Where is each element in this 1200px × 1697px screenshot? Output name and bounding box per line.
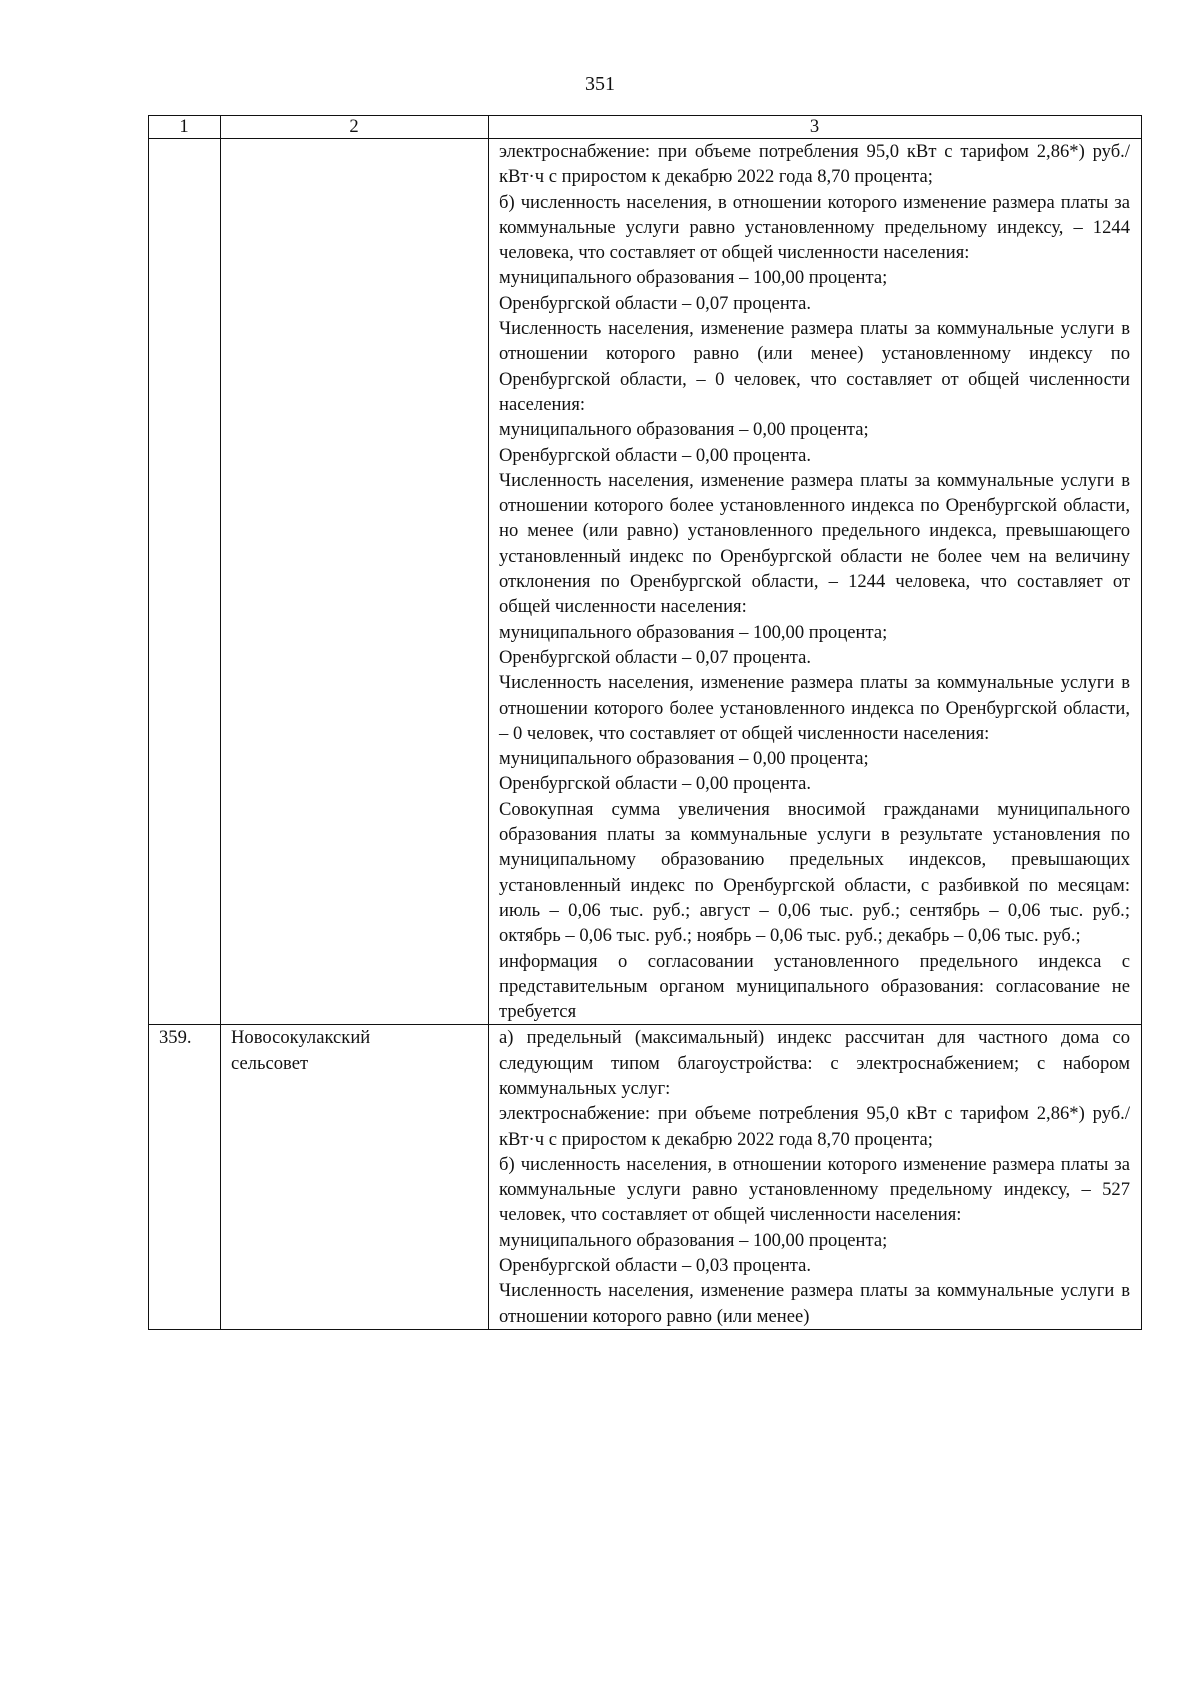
paragraph: Совокупная сумма увеличения вносимой гражданами муниципального образования платы за коммунальные услуги в результате установления по муниципальному образованию предельных индексов, превышающих установленный индекс по Оренбургской области, с разбивкой по месяцам: июль – 0,06 тыс. руб.; август – 0,06 тыс. руб.; сентябрь – 0,06 тыс. руб.; октябрь – 0,06 тыс. руб.; ноябрь – 0,06 тыс. руб.; декабрь – 0,06 тыс. руб.; [499, 798, 1130, 947]
row-number: 359. [149, 1025, 221, 1330]
paragraph: электроснабжение: при объеме потребления 95,0 кВт с тарифом 2,86*) руб./кВт·ч с приростом к декабрю 2022 года 8,70 процента; [499, 1103, 1130, 1150]
paragraph: муниципального образования – 100,00 процента; [499, 1229, 888, 1251]
row-number [149, 139, 221, 1025]
document-table [148, 115, 1142, 1330]
paragraph: Оренбургской области – 0,03 процента. [499, 1255, 812, 1277]
paragraph: б) численность населения, в отношении которого изменение размера платы за коммунальные услуги равно установленному предельному индексу, – 527 человек, что составляет от общей численности населения: [499, 1153, 1130, 1226]
paragraph: Оренбургской области – 0,00 процента. [499, 444, 812, 466]
table-row [149, 1025, 1142, 1330]
paragraph: Численность населения, изменение размера платы за коммунальные услуги в отношении которого равно (или менее) установленному индексу по Оренбургской области, – 0 человек, что составляет от общей численности населения: [499, 318, 1130, 415]
paragraph: электроснабжение: при объеме потребления 95,0 кВт с тарифом 2,86*) руб./кВт·ч с приростом к декабрю 2022 года 8,70 процента; [499, 141, 1130, 188]
column-header-1: 1 [149, 116, 221, 139]
paragraph: Оренбургской области – 0,07 процента. [499, 646, 812, 668]
paragraph: Численность населения, изменение размера платы за коммунальные услуги в отношении которого более установленного индекса по Оренбургской области, но менее (или равно) установленного предельного индекса, превышающего установленный индекс по Оренбургской области не более чем на величину отклонения по Оренбургской области, – 1244 человека, что составляет от общей численности населения: [499, 469, 1130, 618]
municipality-name-line: Новосокулакский [231, 1027, 371, 1049]
paragraph: Численность населения, изменение размера платы за коммунальные услуги в отношении которого более установленного индекса по Оренбургской области, – 0 человек, что составляет от общей численности населения: [499, 672, 1130, 744]
municipality-name [221, 1025, 489, 1330]
paragraph: Оренбургской области – 0,00 процента. [499, 773, 812, 795]
paragraph: б) численность населения, в отношении которого изменение размера платы за коммунальные услуги равно установленному предельному индексу, – 1244 человека, что составляет от общей численности населения: [499, 191, 1130, 264]
table-header-row [149, 116, 1142, 139]
municipality-name [221, 139, 489, 1025]
paragraph: муниципального образования – 0,00 процента; [499, 419, 869, 441]
municipality-name-line: сельсовет [231, 1052, 309, 1074]
paragraph: муниципального образования – 100,00 процента; [499, 621, 888, 643]
paragraph: Численность населения, изменение размера платы за коммунальные услуги в отношении которого равно (или менее) [499, 1280, 1130, 1327]
paragraph: а) предельный (максимальный) индекс рассчитан для частного дома со следующим типом благоустройства: с электроснабжением; с набором коммунальных услуг: [499, 1027, 1130, 1099]
paragraph: Оренбургской области – 0,07 процента. [499, 292, 812, 314]
paragraph: муниципального образования – 0,00 процента; [499, 748, 869, 770]
column-header-2: 2 [221, 116, 489, 139]
column-header-3: 3 [489, 116, 1142, 139]
table-row [149, 139, 1142, 1025]
page-number: 351 [585, 73, 615, 95]
paragraph: муниципального образования – 100,00 процента; [499, 267, 888, 289]
paragraph: информация о согласовании установленного предельного индекса с представительным органом муниципального образования: согласование не требуется [499, 950, 1130, 1023]
row-description [489, 139, 1142, 1025]
row-description [489, 1025, 1142, 1330]
